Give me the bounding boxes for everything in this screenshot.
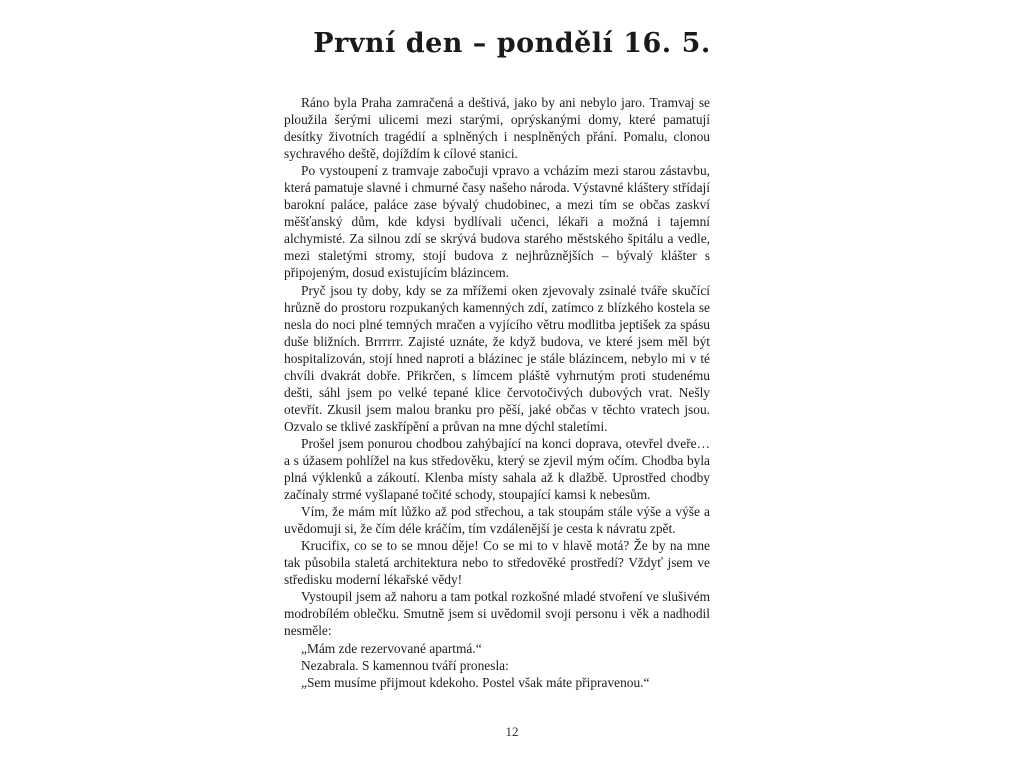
paragraph: Po vystoupení z tramvaje zabočuji vpravo a vcházím mezi starou zástavbu, která pamatuje slavné i chmurné časy našeho národa. Výstavné kláštery střídají barokní paláce, paláce zase bývalý chudobinec, a mezi tím se občas zaskví měšťanský dům, kde kdysi bydlívali učenci, lékaři a možná i tajemní alchymisté. Za silnou zdí se skrývá budova starého městského špitálu a vedle, mezi staletými stromy, stojí budova z nejhrůznějších – bývalý klášter s připojeným, dosud existujícím blázincem. bbox=[284, 163, 710, 281]
paragraph: Prošel jsem ponurou chodbou zahýbající na konci doprava, otevřel dveře… a s úžasem pohlížel na kus středověku, který se zjevil mým očím. Chodba byla plná výklenků a zákoutí. Klenba místy sahala až k dlažbě. Uprostřed chodby začínaly strmé vyšlapané točité schody, stoupající kamsi k nebesům. bbox=[284, 435, 710, 503]
paragraph: Vystoupil jsem až nahoru a tam potkal rozkošné mladé stvoření ve slušivém modrobílém oblečku. Smutně jsem si uvědomil svoji personu i věk a nadhodil nesměle: bbox=[284, 589, 710, 639]
chapter-title: První den – pondělí 16. 5. bbox=[313, 28, 711, 59]
paragraph: Krucifix, co se to se mnou děje! Co se mi to v hlavě motá? Že by na mne tak působila staletá architektura nebo to středověké prostředí? Vždyť jsem ve středisku moderní lékařské vědy! bbox=[284, 538, 710, 588]
body-text bbox=[284, 94, 710, 691]
dialogue-line: „Mám zde rezervované apartmá.“ bbox=[301, 640, 482, 656]
paragraph: Vím, že mám mít lůžko až pod střechou, a tak stoupám stále výše a výše a uvědomuji si, že čím déle kráčím, tím vzdálenější je cesta k návratu zpět. bbox=[284, 504, 710, 537]
dialogue-line: „Sem musíme přijmout kdekoho. Postel však máte připravenou.“ bbox=[301, 674, 650, 690]
paragraph: Pryč jsou ty doby, kdy se za mřížemi oken zjevovaly zsinalé tváře skučící hrůzně do prostoru rozpukaných kamenných zdí, zatímco z blízkého kostela se nesla do noci plné temných mračen a vyjícího větru modlitba jeptišek za spásu duše bližních. Brrrrrr. Zajisté uznáte, že když budova, ve které jsem měl být hospitalizován, stojí hned naproti a blázinec je stále blázincem, nebylo mi v té chvíli dvakrát dobře. Přikrčen, s límcem pláště vyhrnutým proti studenému dešti, sáhl jsem po velké tepané klice červotočivých dubových vrat. Nešly otevřít. Zkusil jsem malou branku pro pěší, jaké občas v těchto vratech jsou. Ozvalo se tklivé zaskřípění a průvan na mne dýchl staletími. bbox=[284, 282, 710, 434]
paragraph: Nezabrala. S kamennou tváří pronesla: bbox=[301, 657, 509, 673]
paragraph: Ráno byla Praha zamračená a deštivá, jako by ani nebylo jaro. Tramvaj se ploužila šerými ulicemi mezi starými, oprýskanými domy, které pamatují desítky životních tragédií a splněných i nesplněných přání. Pomalu, clonou sychravého deště, dojíždím k cílové stanici. bbox=[284, 95, 710, 162]
page-number: 12 bbox=[505, 724, 519, 739]
